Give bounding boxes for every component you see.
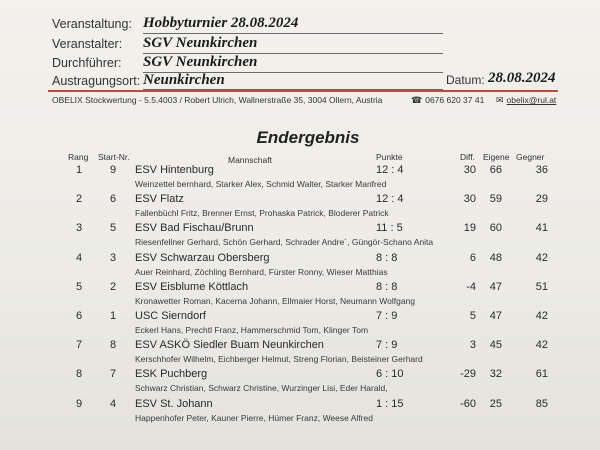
points-cell: 12 : 4: [376, 193, 404, 205]
team-players: Fallenbüchl Fritz, Brenner Ernst, Prohaska Patrick, Bloderer Patrick: [135, 208, 389, 218]
rang-cell: 8: [76, 368, 83, 380]
table-row: [0, 310, 600, 340]
software-info: OBELIX Stockwertung - 5.5.4003 / Robert Ulrich, Wallnerstraße 35, 3004 Ollern, Austria: [52, 95, 383, 105]
team-name: ESV Bad Fischau/Brunn: [135, 222, 254, 234]
own-score-cell: 45: [489, 339, 502, 351]
opponent-score-cell: 29: [535, 193, 548, 205]
start-nr-cell: 8: [110, 339, 117, 351]
points-cell: 6 : 10: [376, 368, 404, 380]
rang-cell: 9: [76, 398, 83, 410]
col-header-mannschaft: Mannschaft: [228, 155, 272, 165]
mail-icon: ✉: [496, 95, 504, 105]
team-players: Kronawetter Roman, Kacerna Johann, Ellmaier Horst, Neumann Wolfgang: [135, 296, 416, 306]
own-score-cell: 32: [489, 368, 502, 380]
col-header-eigene: Eigene: [483, 152, 510, 162]
col-header-rang: Rang: [68, 152, 89, 162]
phone-number: 0676 620 37 41: [425, 95, 485, 105]
team-players: Happenhofer Peter, Kauner Pierre, Hümer Franz, Weese Alfred: [135, 413, 373, 423]
col-header-diff: Diff.: [460, 152, 475, 162]
team-name: ESV St. Johann: [135, 398, 213, 410]
opponent-score-cell: 42: [535, 339, 548, 351]
table-row: [0, 164, 600, 194]
veranstaltung-label: Veranstaltung:: [52, 17, 132, 31]
email-info: [496, 95, 556, 106]
opponent-score-cell: 36: [535, 164, 548, 176]
ort-label: Austragungsort:: [52, 74, 141, 88]
datum-value: 28.08.2024: [488, 70, 556, 86]
own-score-cell: 25: [489, 398, 502, 410]
points-cell: 8 : 8: [376, 252, 398, 264]
points-cell: 11 : 5: [376, 222, 403, 234]
team-name: ESV Schwarzau Obersberg: [135, 252, 270, 264]
veranstalter-label: Veranstalter:: [52, 37, 123, 51]
underline: [143, 33, 443, 34]
rang-cell: 2: [76, 193, 83, 205]
veranstaltung-value: Hobbyturnier 28.08.2024: [143, 15, 299, 31]
start-nr-cell: 3: [110, 252, 117, 264]
points-cell: 8 : 8: [376, 281, 398, 293]
start-nr-cell: 2: [110, 281, 117, 293]
rang-cell: 7: [76, 339, 83, 351]
email-link[interactable]: obelix@rul.at: [506, 95, 557, 105]
durchfuehrer-value: SGV Neunkirchen: [143, 54, 258, 70]
own-score-cell: 59: [489, 193, 502, 205]
rang-cell: 4: [76, 252, 83, 264]
team-players: Schwarz Christian, Schwarz Christine, Wurzinger Lisi, Eder Harald,: [135, 383, 388, 393]
diff-cell: 30: [463, 164, 476, 176]
points-cell: 7 : 9: [376, 339, 398, 351]
diff-cell: 30: [463, 193, 476, 205]
veranstalter-value: SGV Neunkirchen: [143, 35, 258, 51]
team-name: ESV ASKÖ Siedler Buam Neunkirchen: [135, 339, 324, 351]
diff-cell: 19: [463, 222, 476, 234]
own-score-cell: 47: [489, 310, 502, 322]
table-row: [0, 281, 600, 311]
phone-info: [411, 95, 484, 106]
col-header-start: Start-Nr.: [98, 152, 130, 162]
rang-cell: 6: [76, 310, 83, 322]
start-nr-cell: 4: [110, 398, 117, 410]
header-divider: [48, 90, 558, 92]
rang-cell: 5: [76, 281, 83, 293]
opponent-score-cell: 42: [535, 252, 548, 264]
opponent-score-cell: 61: [535, 368, 548, 380]
diff-cell: 6: [469, 252, 476, 264]
diff-cell: 5: [469, 310, 476, 322]
team-players: Weinzettel bernhard, Starker Alex, Schmid Walter, Starker Manfred: [135, 179, 387, 189]
own-score-cell: 48: [489, 252, 502, 264]
diff-cell: 3: [469, 339, 476, 351]
points-cell: 7 : 9: [376, 310, 398, 322]
opponent-score-cell: 85: [535, 398, 548, 410]
team-players: Kerschhofer Wilhelm, Eichberger Helmut, Streng Florian, Beisteiner Gerhard: [135, 354, 423, 364]
opponent-score-cell: 41: [535, 222, 548, 234]
page-title: Endergebnis: [256, 128, 360, 147]
start-nr-cell: 1: [110, 310, 117, 322]
own-score-cell: 66: [489, 164, 502, 176]
own-score-cell: 47: [489, 281, 502, 293]
col-header-gegner: Gegner: [516, 152, 545, 162]
table-row: [0, 368, 600, 398]
team-name: ESV Hintenburg: [135, 164, 214, 176]
opponent-score-cell: 51: [535, 281, 548, 293]
opponent-score-cell: 42: [535, 310, 548, 322]
ort-value: Neunkirchen: [143, 72, 225, 88]
diff-cell: -29: [460, 368, 476, 380]
team-players: Eckerl Hans, Prechtl Franz, Hammerschmid Tom, Klinger Tom: [135, 325, 369, 335]
rang-cell: 3: [76, 222, 83, 234]
points-cell: 12 : 4: [376, 164, 404, 176]
own-score-cell: 60: [489, 222, 502, 234]
table-row: [0, 193, 600, 223]
start-nr-cell: 9: [110, 164, 117, 176]
team-name: ESV Flatz: [135, 193, 184, 205]
table-row: [0, 252, 600, 282]
team-players: Riesenfellner Gerhard, Schön Gerhard, Schrader Andre´, Güngör-Schano Anita: [135, 237, 434, 247]
rang-cell: 1: [76, 164, 83, 176]
team-name: ESV Eisblume Köttlach: [135, 281, 249, 293]
team-name: ESK Puchberg: [135, 368, 208, 380]
table-row: [0, 398, 600, 428]
team-players: Auer Reinhard, Zöchling Bernhard, Fürster Ronny, Wieser Matthias: [135, 267, 388, 277]
table-row: [0, 222, 600, 252]
points-cell: 1 : 15: [376, 398, 404, 410]
table-row: [0, 339, 600, 369]
team-name: USC Sierndorf: [135, 310, 206, 322]
diff-cell: -60: [460, 398, 476, 410]
col-header-punkte: Punkte: [376, 152, 403, 162]
start-nr-cell: 7: [110, 368, 117, 380]
start-nr-cell: 6: [110, 193, 117, 205]
start-nr-cell: 5: [110, 222, 117, 234]
datum-label: Datum:: [446, 73, 485, 87]
durchfuehrer-label: Durchführer:: [52, 56, 122, 70]
phone-icon: ☎: [411, 95, 423, 105]
diff-cell: -4: [466, 281, 476, 293]
